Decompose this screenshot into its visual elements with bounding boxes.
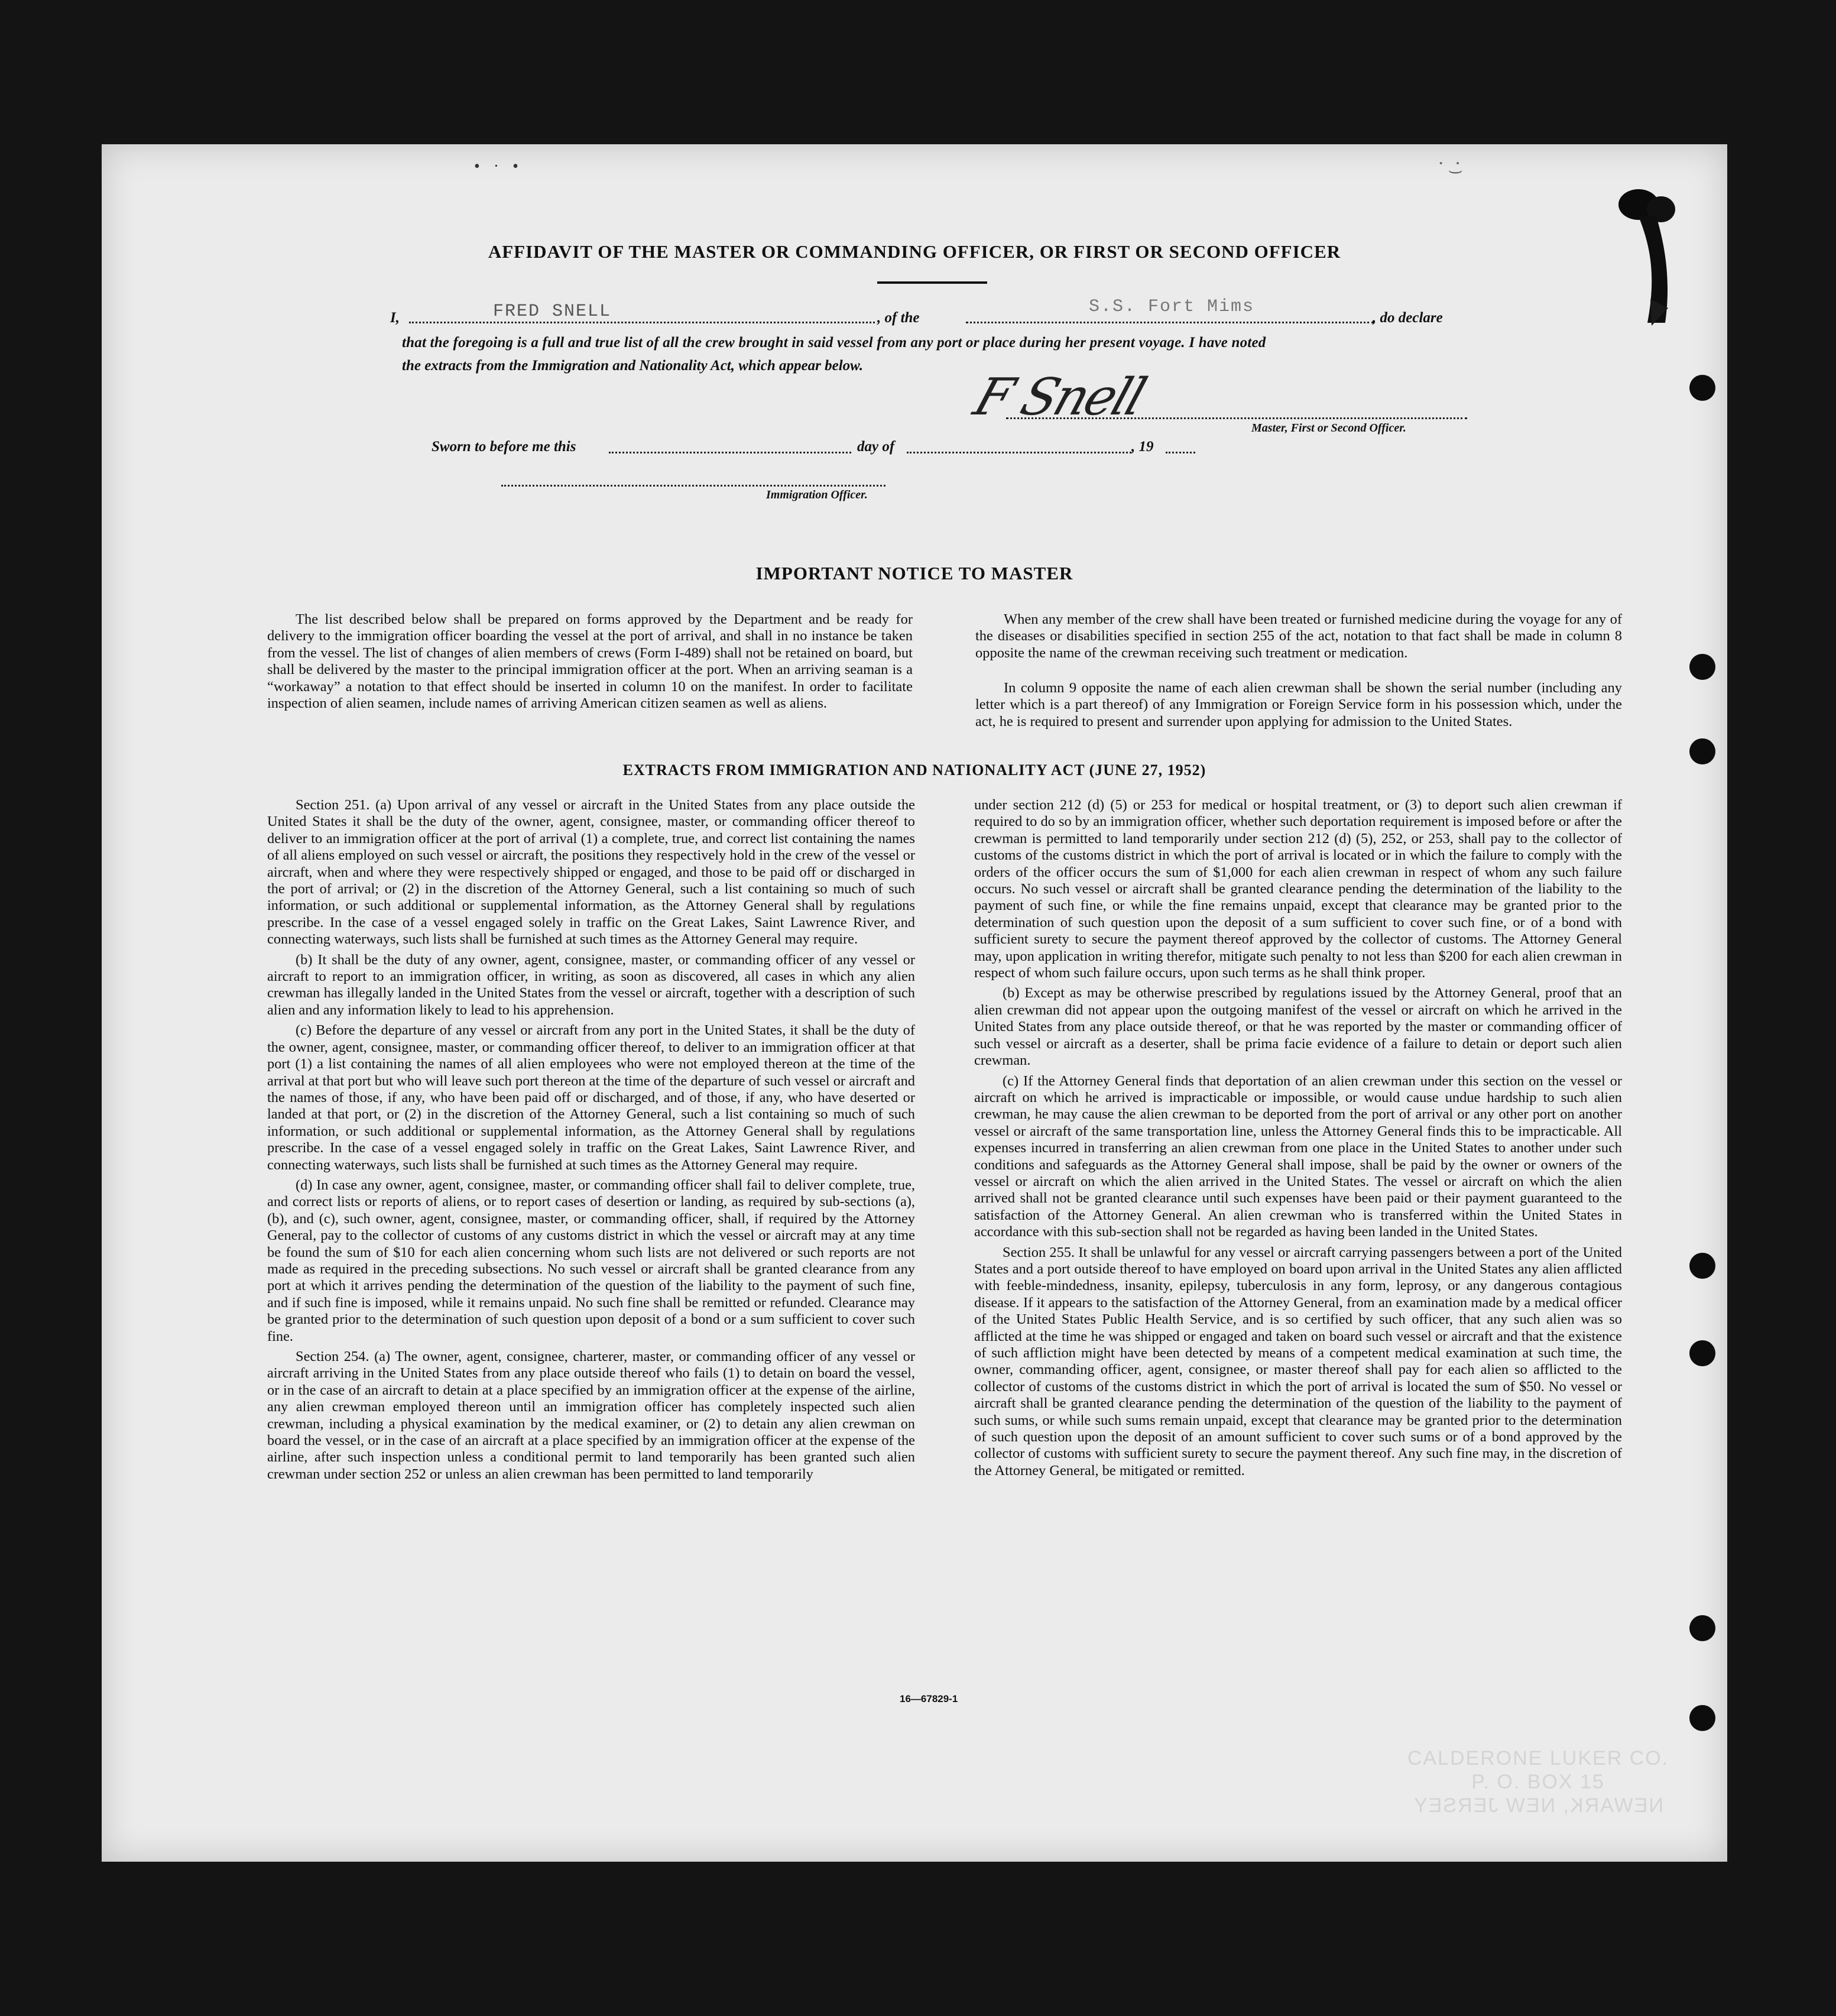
- section-251-d: (d) In case any owner, agent, consignee, master, or commanding officer shall fail to deliver complete, true, and correct lists or reports of aliens, or to report cases of desertion or landing, as required by sub-sections (a), (b), and (c), such owner, agent, consignee, master, or commanding officer, shall, if required by the Attorney General, pay to the collector of customs of any customs district in which the vessel or aircraft may at any time be found the sum of $10 for each alien concerning whom such lists are not delivered or such reports are not made as required in the preceding subsections. No such vessel or aircraft shall be granted clearance from any port at which it arrives pending the determination of the question of the liability to the payment of such fine, and if such fine is imposed, while it remains unpaid. No such fine shall be remitted or refunded. Clearance may be granted prior to the determination of such question upon deposit of a bond or a sum sufficient to cover such fine.: [267, 1176, 915, 1344]
- binder-hole: [1689, 375, 1715, 401]
- binder-hole: [1689, 654, 1715, 680]
- sworn-day-line: [609, 452, 851, 453]
- top-marks: • · •: [474, 157, 523, 176]
- section-251-b: (b) It shall be the duty of any owner, agent, consignee, master, or commanding officer of any vessel or aircraft to report to an immigration officer, in writing, as soon as discovered, all cases in which any alien crewman has illegally landed in the United States from the vessel or aircraft, together with a description of such alien and any information likely to lead to his apprehension.: [267, 951, 915, 1018]
- do-declare-label: , do declare: [1373, 310, 1443, 326]
- section-251-c: (c) Before the departure of any vessel or aircraft from any port in the United States, it shall be the duty of the owner, agent, consignee, master, or commanding officer thereof, to deliver to an immigration officer at that port (1) a list containing the names of all alien employees who were not employed thereon at the time of the arrival at that port but who will leave such port thereon at the time of the departure of such vessel or aircraft and the names of those, if any, who have been paid off or discharged, and of those, if any, who have deserted or landed at that port, or (2) in the discretion of the Attorney General, such a list containing so much of such information, or such additional or supplemental information, as the Attorney General shall by regulations prescribe. In the case of a vessel engaged solely in traffic on the Great Lakes, Saint Lawrence River, and connecting waterways, such lists shall be furnished at such times as the Attorney General may require.: [267, 1022, 915, 1173]
- document-page: [102, 144, 1727, 1862]
- binder-hole: [1689, 1615, 1715, 1641]
- faded-stamp: [1402, 1746, 1674, 1817]
- binder-hole: [1689, 1340, 1715, 1366]
- statement-line-1: that the foregoing is a full and true list of all the crew brought in said vessel from any port or place during her present voyage. I have noted: [402, 335, 1266, 351]
- section-254-a-continued: under section 212 (d) (5) or 253 for medical or hospital treatment, or (3) to deport such alien crewman if required to do so by an immigration officer, whether such deportation requirement is imposed before or after the crewman is permitted to land temporarily under section 212 (d) (5), 252, or 253, shall pay to the collector of customs of the customs district in which the port of arrival is located or in which the failure to comply with the orders of the officer occurs the sum of $1,000 for each alien crewman in respect of whom any such failure occurs. No such vessel or aircraft shall be granted clearance pending the determination of the liability to the payment of such fine, or while the fine remains unpaid, except that clearance may be granted prior to the determination of such question upon the deposit of a sum sufficient to cover such fine, or of a bond with sufficient surety to secure the payment thereof approved by the collector of customs. The Attorney General may, upon application in writing therefor, mitigate such penalty to not less than $200 for each alien crewman in respect of whom such failure occurs, upon such terms as he shall think proper.: [974, 797, 1622, 981]
- extracts-left-column: [267, 797, 915, 1486]
- stamp-line-2: P. O. BOX 15: [1471, 1771, 1605, 1793]
- section-255: Section 255. It shall be unlawful for any vessel or aircraft carrying passengers between a port of the United States and a port outside thereof to have employed on board upon arrival in the United States any alien afflicted with feeble-mindedness, insanity, epilepsy, tuberculosis in any form, leprosy, or any dangerous contagious disease. If it appears to the satisfaction of the Attorney General, from an examination made by a medical officer of the United States Public Health Service, and is so certified by such officer, that any such alien was so afflicted at the time he was shipped or engaged and taken on board such vessel or aircraft and that the existence of such affliction might have been detected by means of a competent medical examination at such time, the owner, commanding officer, agent, consignee, or master thereof shall pay for each alien so afflicted to the collector of customs of the customs district in which the port of arrival is located the sum of $50. No vessel or aircraft shall be granted clearance pending the determination of the question of the liability to the payment of such sums, or while such sums remain unpaid, except that clearance may be granted prior to the determination of such question upon the deposit of an amount sufficient to cover such sums or of a bond approved by the collector of customs with sufficient surety to secure the payment thereof. Any such fine may, in the discretion of the Attorney General, be mitigated or remitted.: [974, 1244, 1622, 1479]
- of-the-label: , of the: [877, 310, 920, 326]
- sworn-month-line: [907, 452, 1131, 453]
- notice-title: IMPORTANT NOTICE TO MASTER: [755, 563, 1073, 584]
- corner-mark: · ͜ ·: [1438, 153, 1461, 174]
- signature-line: [1006, 417, 1467, 419]
- binder-hole: [1689, 1253, 1715, 1279]
- officer-signature-line: [501, 485, 885, 487]
- sworn-label: Sworn to before me this: [432, 439, 576, 455]
- section-251-a: Section 251. (a) Upon arrival of any vessel or aircraft in the United States from any place outside the United States it shall be the duty of the owner, agent, consignee, master, or commanding officer thereof to deliver to an immigration officer at the port of arrival (1) a complete, true, and correct list containing the names of all aliens employed on such vessel or aircraft, the positions they respectively hold in the crew of the vessel or aircraft, when and where they were respectively shipped or engaged, and those to be paid off or discharged in the port of arrival; or (2) in the discretion of the Attorney General, such a list containing so much of such information, or such additional or supplemental information, as the Attorney General shall by regulations prescribe. In the case of a vessel engaged solely in traffic on the Great Lakes, Saint Lawrence River, and connecting waterways, such lists shall be furnished at such times as the Attorney General may require.: [267, 797, 915, 948]
- master-name-value: FRED SNELL: [493, 302, 612, 322]
- signature-caption: Master, First or Second Officer.: [1251, 422, 1406, 435]
- statement-line-2: the extracts from the Immigration and Nationality Act, which appear below.: [402, 358, 864, 374]
- i-label: I,: [390, 310, 400, 326]
- section-254-b: (b) Except as may be otherwise prescribed by regulations issued by the Attorney General, proof that an alien crewman did not appear upon the outgoing manifest of the vessel or aircraft on which he arrived in the United States from any place outside thereof, or that he was reported by the master or commanding officer of such vessel or aircraft as a deserter, shall be prima facie evidence of a failure to detain or deport such alien crewman.: [974, 985, 1622, 1069]
- title-rule: [877, 281, 987, 284]
- day-of-label: day of: [857, 439, 895, 455]
- notice-right-paragraph-1: When any member of the crew shall have been treated or furnished medicine during the voyage for any of the diseases or disabilities specified in section 255 of the act, notation to that fact shall be made in column 8 opposite the name of the crewman receiving such treatment or medication.: [975, 611, 1622, 661]
- sworn-year-line: [1166, 452, 1195, 453]
- notice-right-paragraph-2: In column 9 opposite the name of each alien crewman shall be shown the serial number (including any letter which is a part thereof) of any Immigration or Foreign Service form in his possession which, under the act, he is required to present and surrender upon applying for admission to the United States.: [975, 680, 1622, 730]
- vessel-name-value: S.S. Fort Mims: [1089, 297, 1255, 317]
- name-field-line: [409, 322, 875, 323]
- section-254-a: Section 254. (a) The owner, agent, consignee, charterer, master, or commanding officer of any vessel or aircraft arriving in the United States from any place outside thereof who fails (1) to detain on board the vessel, or in the case of an aircraft to detain at a place specified by an immigration officer at the expense of the airline, any alien crewman employed thereon until an immigration officer has completely inspected such alien crewman, including a physical examination by the medical examiner, or (2) to detain any alien crewman on board the vessel, or in the case of an aircraft at a place specified by an immigration officer at the expense of the airline, after such inspection unless a conditional permit to land temporarily has been granted such alien crewman under section 252 or unless an alien crewman has been permitted to land temporarily: [267, 1349, 915, 1482]
- binder-hole: [1689, 1705, 1715, 1731]
- extracts-title: EXTRACTS FROM IMMIGRATION AND NATIONALITY ACT (JUNE 27, 1952): [622, 761, 1206, 779]
- affidavit-title: AFFIDAVIT OF THE MASTER OR COMMANDING OFFICER, OR FIRST OR SECOND OFFICER: [488, 241, 1341, 262]
- binder-hole: [1689, 738, 1715, 764]
- section-254-c: (c) If the Attorney General finds that deportation of an alien crewman under this section on the vessel or aircraft on which he arrived is impracticable or impossible, or would cause undue hardship to such alien crewman, he may cause the alien crewman to be deported from the port of arrival or any other port on another vessel or aircraft of the same transportation line, unless the Attorney General finds this to be impracticable. All expenses incurred in transferring an alien crewman from one place in the United States to another under such conditions and safeguards as the Attorney General shall impose, shall be paid by the owner or owners of the vessel or aircraft on which the alien arrived in the United States. The vessel or aircraft on which the alien arrived shall not be granted clearance until such expenses have been paid or their payment guaranteed to the satisfaction of the Attorney General. An alien crewman who is transferred within the United States in accordance with this sub-section shall not be regarded as having been landed in the United States.: [974, 1072, 1622, 1240]
- vessel-field-line: [966, 322, 1374, 323]
- stamp-line-3: NEWARK, NEW JERSEY: [1413, 1794, 1663, 1817]
- year-label: , 19: [1131, 439, 1154, 455]
- handwritten-signature: F Snell: [966, 368, 1151, 427]
- form-code: 16—67829-1: [900, 1693, 958, 1704]
- officer-caption: Immigration Officer.: [766, 488, 868, 501]
- notice-left-paragraph: The list described below shall be prepared on forms approved by the Department and be ready for delivery to the immigration officer boarding the vessel at the port of arrival, and shall in no instance be taken from the vessel. The list of changes of alien members of crews (Form I-489) shall not be retained on board, but shall be delivered by the master to the principal immigration officer at the port. When an arriving seaman is a “workaway” a notation to that effect should be inserted in column 10 on the manifest. In order to facilitate inspection of alien seamen, include names of arriving American citizen seamen as well as aliens.: [267, 611, 913, 712]
- stamp-line-1: CALDERONE LUKER CO.: [1407, 1747, 1669, 1769]
- extracts-right-column: [974, 797, 1622, 1483]
